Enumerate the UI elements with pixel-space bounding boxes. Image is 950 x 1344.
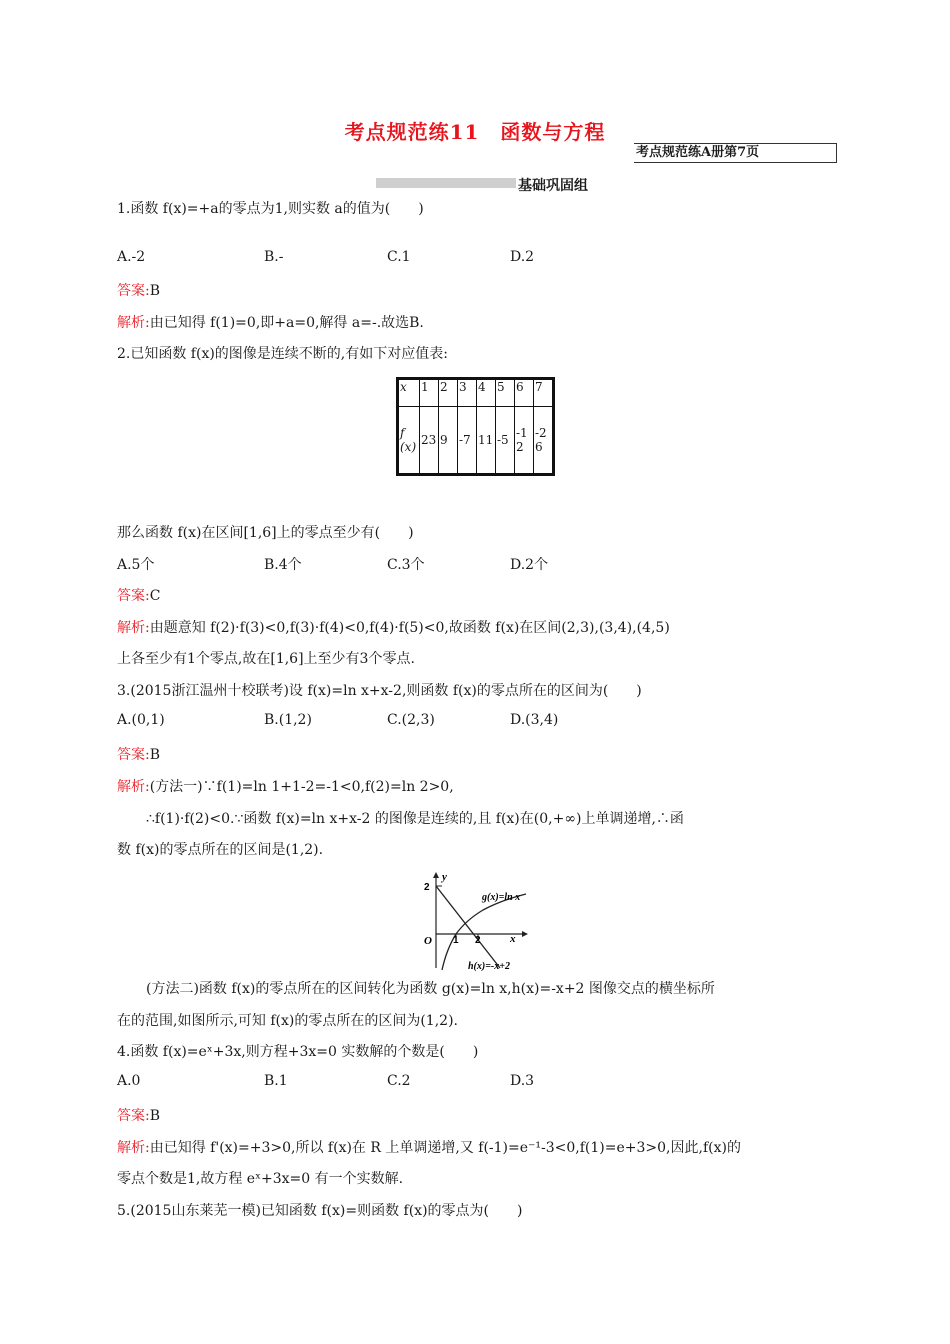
q3-analysis-line2: ∴f(1)·f(2)<0.∵函数 f(x)=ln x+x-2 的图像是连续的,且 f(x)在(0,+∞)上单调递增,∴函 — [146, 811, 684, 827]
q4-analysis — [117, 1137, 741, 1157]
table-cell: 5 — [496, 379, 515, 407]
table-cell: 11 — [477, 407, 496, 475]
table-cell: -7 — [458, 407, 477, 475]
q2-option-b: B.4个 — [264, 557, 302, 573]
q3-option-d: D.(3,4) — [510, 712, 559, 728]
q2-answer — [117, 585, 160, 605]
value-table — [396, 377, 555, 476]
answer-label: 答案: — [117, 283, 150, 299]
q3-stem: 3.(2015浙江温州十校联考)设 f(x)=ln x+x-2,则函数 f(x)的零点所在的区间为( ) — [117, 683, 642, 699]
q4-option-c: C.2 — [387, 1073, 411, 1089]
y-arrow-icon — [433, 872, 439, 878]
analysis-text: 由题意知 f(2)·f(3)<0,f(3)·f(4)<0,f(4)·f(5)<0,故函数 f(x)在区间(2,3),(3,4),(4,5) — [149, 620, 670, 636]
origin-label: O — [424, 935, 432, 947]
answer-label: 答案: — [117, 1108, 150, 1124]
q3-analysis-line5: 在的范围,如图所示,可知 f(x)的零点所在的区间为(1,2). — [117, 1013, 458, 1029]
table-cell: -12 — [515, 407, 534, 475]
q2-option-d: D.2个 — [510, 557, 549, 573]
q1-option-a: A.-2 — [117, 249, 146, 265]
answer-value: B — [149, 747, 161, 763]
y-label: y — [442, 871, 447, 883]
analysis-text: 由已知得 f'(x)=+3>0,所以 f(x)在 R 上单调递增,又 f(-1)=e⁻¹-3<0,f(1)=e+3>0,因此,f(x)的 — [149, 1140, 741, 1156]
h-label: h(x)=-x+2 — [468, 961, 510, 972]
q1-option-d: D.2 — [510, 249, 535, 265]
table-cell: 9 — [439, 407, 458, 475]
answer-value: B — [149, 1108, 161, 1124]
table-cell: -26 — [534, 407, 554, 475]
q3-answer — [117, 744, 160, 764]
q5-stem: 5.(2015山东莱芜一模)已知函数 f(x)=则函数 f(x)的零点为( ) — [117, 1203, 523, 1219]
q3-analysis-line4: (方法二)函数 f(x)的零点所在的区间转化为函数 g(x)=ln x,h(x)=-x+2 图像交点的横坐标所 — [146, 981, 715, 997]
q2-option-c: C.3个 — [387, 557, 425, 573]
analysis-label: 解析: — [117, 779, 150, 795]
table-cell: 3 — [458, 379, 477, 407]
q4-option-d: D.3 — [510, 1073, 535, 1089]
q4-stem: 4.函数 f(x)=eˣ+3x,则方程+3x=0 实数解的个数是( ) — [117, 1044, 479, 1060]
q1-stem: 1.函数 f(x)=+a的零点为1,则实数 a的值为( ) — [117, 201, 424, 217]
section-bar — [376, 178, 516, 188]
table-cell: 1 — [420, 379, 439, 407]
q3-analysis — [117, 776, 454, 796]
table-cell: 4 — [477, 379, 496, 407]
q1-answer — [117, 280, 160, 300]
tick-label-1: 1 — [453, 935, 459, 946]
q1-option-c: C.1 — [387, 249, 411, 265]
analysis-text: (方法一)∵f(1)=ln 1+1-2=-1<0,f(2)=ln 2>0, — [149, 779, 454, 795]
q1-option-b: B.- — [264, 249, 284, 265]
q3-option-b: B.(1,2) — [264, 712, 312, 728]
answer-label: 答案: — [117, 588, 150, 604]
q2-option-a: A.5个 — [117, 557, 155, 573]
table-cell: 6 — [515, 379, 534, 407]
q2-stem: 2.已知函数 f(x)的图像是连续不断的,有如下对应值表: — [117, 346, 448, 362]
table-cell: 7 — [534, 379, 554, 407]
q1-analysis — [117, 312, 424, 332]
answer-value: B — [149, 283, 161, 299]
table-cell: 23 — [420, 407, 439, 475]
q4-option-a: A.0 — [117, 1073, 141, 1089]
tick-label-2: 2 — [475, 935, 481, 946]
g-curve — [442, 894, 526, 970]
x-arrow-icon — [522, 931, 528, 937]
analysis-text: 由已知得 f(1)=0,即+a=0,解得 a=-.故选B. — [149, 315, 424, 331]
table-cell: 2 — [439, 379, 458, 407]
table-cell: f(x) — [398, 407, 420, 475]
tick-label-y2: 2 — [424, 882, 430, 893]
table-cell: x — [398, 379, 420, 407]
q3-analysis-line3: 数 f(x)的零点所在的区间是(1,2). — [117, 842, 324, 858]
group-label: 基础巩固组 — [518, 178, 588, 194]
g-label: g(x)=ln x — [482, 892, 521, 903]
q2-analysis-cont: 上各至少有1个零点,故在[1,6]上至少有3个零点. — [117, 651, 415, 667]
q3-option-a: A.(0,1) — [117, 712, 165, 728]
answer-label: 答案: — [117, 747, 150, 763]
table-cell: -5 — [496, 407, 515, 475]
function-graph — [418, 870, 533, 972]
analysis-label: 解析: — [117, 315, 150, 331]
q4-answer — [117, 1105, 160, 1125]
analysis-label: 解析: — [117, 620, 150, 636]
x-label: x — [510, 933, 516, 945]
answer-value: C — [149, 588, 161, 604]
analysis-label: 解析: — [117, 1140, 150, 1156]
q4-analysis-cont: 零点个数是1,故方程 eˣ+3x=0 有一个实数解. — [117, 1171, 404, 1187]
q2-question: 那么函数 f(x)在区间[1,6]上的零点至少有( ) — [117, 525, 414, 541]
volume-label: 考点规范练A册第7页 — [634, 143, 837, 163]
q3-option-c: C.(2,3) — [387, 712, 435, 728]
page-title: 考点规范练11 函数与方程 — [344, 120, 606, 144]
q2-analysis — [117, 617, 670, 637]
q4-option-b: B.1 — [264, 1073, 288, 1089]
